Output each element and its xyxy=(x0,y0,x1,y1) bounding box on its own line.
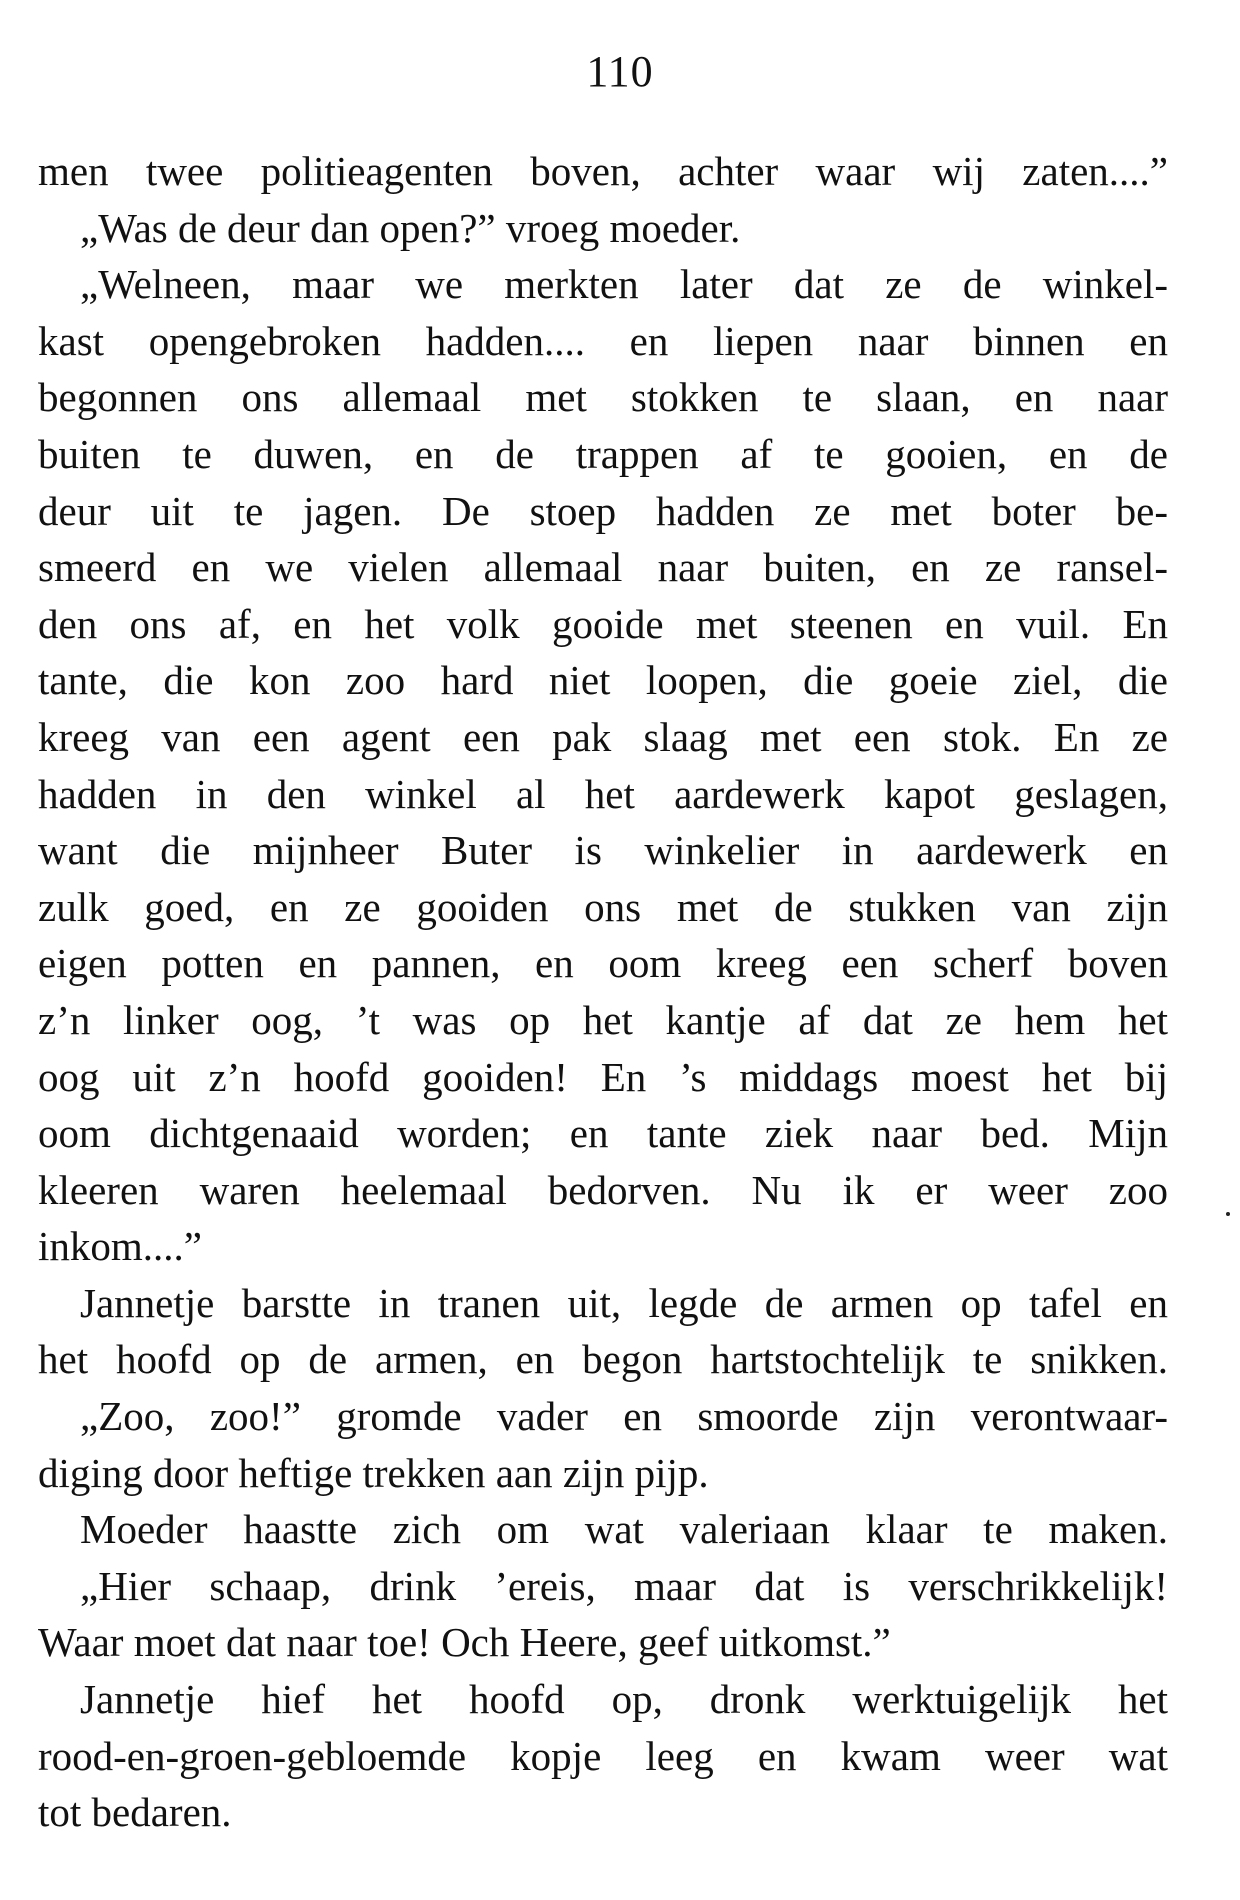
text-line: den ons af, en het volk gooide met steenen en vuil. En xyxy=(38,600,1168,647)
text-line: eigen potten en pannen, en oom kreeg een scherf boven xyxy=(38,940,1168,987)
text-line: het hoofd op de armen, en begon hartstochtelijk te snikken. xyxy=(38,1336,1168,1383)
text-line: „Was de deur dan open?” vroeg moeder. xyxy=(80,204,741,251)
text-line: Jannetje barstte in tranen uit, legde de armen op tafel en xyxy=(80,1279,1168,1326)
text-line: „Zoo, zoo!” gromde vader en smoorde zijn verontwaar- xyxy=(80,1393,1168,1440)
text-line: Moeder haastte zich om wat valeriaan klaar te maken. xyxy=(80,1506,1168,1553)
text-line: hadden in den winkel al het aardewerk kapot geslagen, xyxy=(38,770,1168,817)
text-line: kast opengebroken hadden.... en liepen naar binnen en xyxy=(38,317,1168,364)
text-line: buiten te duwen, en de trappen af te gooien, en de xyxy=(38,430,1168,477)
text-line: Waar moet dat naar toe! Och Heere, geef uitkomst.” xyxy=(38,1619,891,1666)
text-line: want die mijnheer Buter is winkelier in aardewerk en xyxy=(38,827,1168,874)
text-line: kleeren waren heelemaal bedorven. Nu ik er weer zoo xyxy=(38,1166,1168,1213)
text-line: begonnen ons allemaal met stokken te slaan, en naar xyxy=(38,374,1168,421)
text-line: oog uit z’n hoofd gooiden! En ’s middags moest het bij xyxy=(38,1053,1168,1100)
text-line: deur uit te jagen. De stoep hadden ze met boter be- xyxy=(38,487,1168,534)
text-line: „Hier schaap, drink ’ereis, maar dat is verschrikkelijk! xyxy=(80,1562,1168,1609)
text-line: men twee politieagenten boven, achter waar wij zaten....” xyxy=(38,148,1168,194)
text-line: inkom....” xyxy=(38,1223,202,1270)
text-line: diging door heftige trekken aan zijn pijp. xyxy=(38,1449,709,1496)
text-line: smeerd en we vielen allemaal naar buiten, en ze ransel- xyxy=(38,544,1168,591)
page-number: 110 xyxy=(586,47,654,96)
body-text xyxy=(38,143,1168,1841)
text-line: kreeg van een agent een pak slaag met een stok. En ze xyxy=(38,713,1168,760)
text-line: z’n linker oog, ’t was op het kantje af dat ze hem het xyxy=(38,996,1168,1043)
text-line: oom dichtgenaaid worden; en tante ziek naar bed. Mijn xyxy=(38,1110,1168,1157)
print-speck xyxy=(1226,1212,1230,1216)
text-line: „Welneen, maar we merkten later dat ze de winkel- xyxy=(80,261,1168,308)
text-line: tante, die kon zoo hard niet loopen, die goeie ziel, die xyxy=(38,657,1168,704)
text-line: zulk goed, en ze gooiden ons met de stukken van zijn xyxy=(38,883,1168,930)
text-line: Jannetje hief het hoofd op, dronk werktuigelijk het xyxy=(80,1676,1168,1723)
text-line: tot bedaren. xyxy=(38,1789,232,1836)
text-line: rood-en-groen-gebloemde kopje leeg en kwam weer wat xyxy=(38,1732,1168,1779)
